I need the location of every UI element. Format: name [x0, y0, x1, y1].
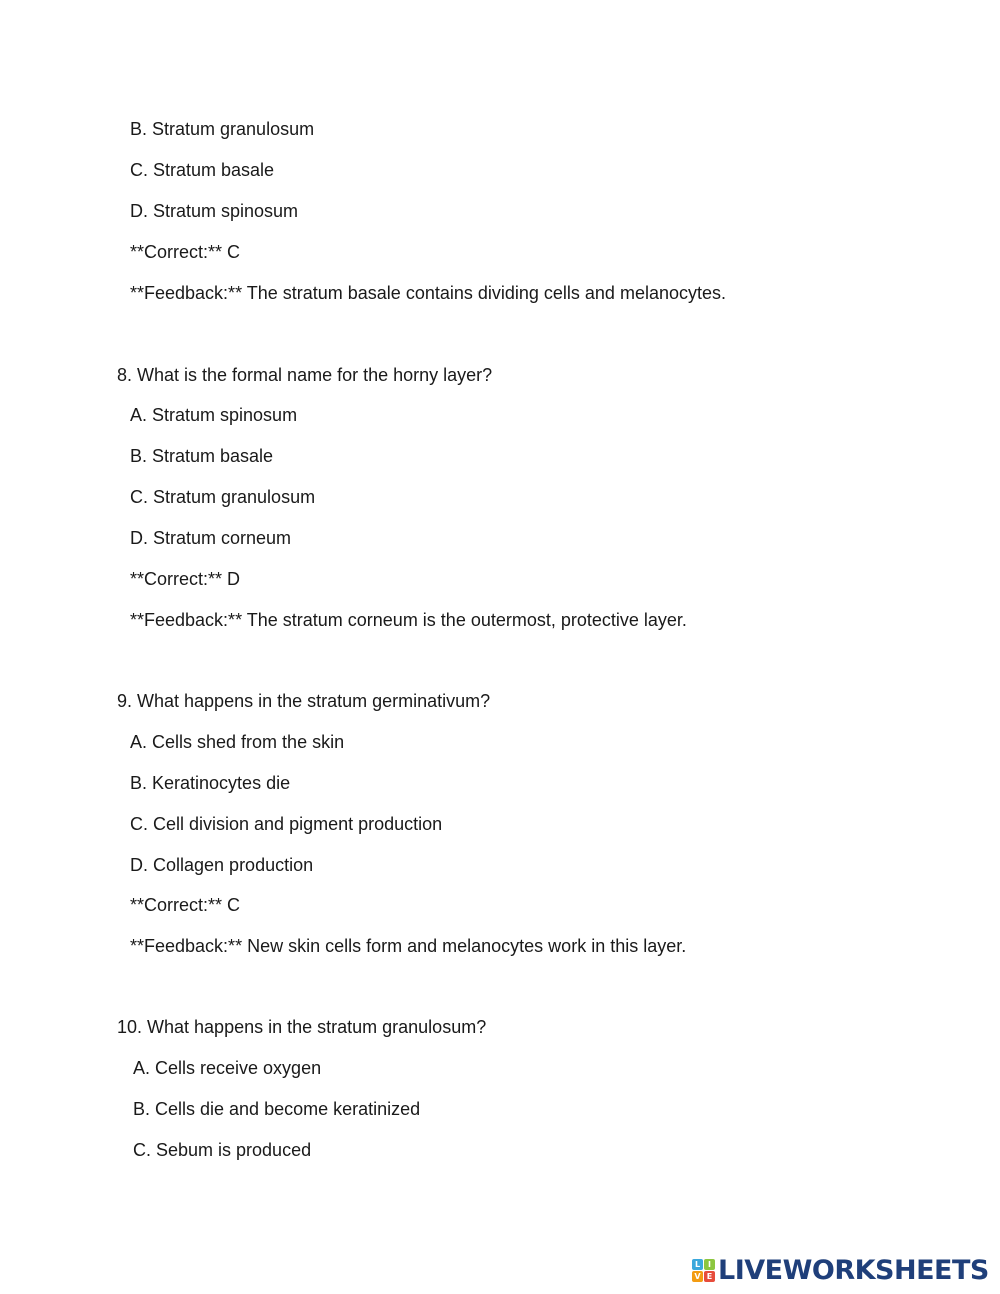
q7-option-b: B. Stratum granulosum: [130, 119, 315, 139]
q10-question: 10. What happens in the stratum granulosum?: [117, 1017, 487, 1037]
liveworksheets-logo-icon: [692, 1259, 715, 1282]
q8-option-c: C. Stratum granulosum: [130, 487, 316, 507]
logo-mark-letter: L: [692, 1259, 703, 1270]
q8-question: 8. What is the formal name for the horny layer?: [117, 365, 493, 385]
q7-option-d: D. Stratum spinosum: [130, 201, 299, 221]
q7-option-c: C. Stratum basale: [130, 160, 275, 180]
q9-option-b: B. Keratinocytes die: [130, 773, 291, 793]
q10-option-c: C. Sebum is produced: [133, 1140, 312, 1160]
logo-mark-letter: V: [692, 1271, 703, 1282]
q8-option-b: B. Stratum basale: [130, 446, 274, 466]
q10-option-b: B. Cells die and become keratinized: [133, 1099, 421, 1119]
q8-feedback: **Feedback:** The stratum corneum is the outermost, protective layer.: [130, 610, 687, 630]
q9-question: 9. What happens in the stratum germinativum?: [117, 691, 491, 711]
q10-option-a: A. Cells receive oxygen: [133, 1058, 322, 1078]
logo-mark-letter: E: [704, 1271, 715, 1282]
q8-option-d: D. Stratum corneum: [130, 528, 292, 548]
q8-correct: **Correct:** D: [130, 569, 241, 589]
logo-mark-letter: I: [704, 1259, 715, 1270]
q7-correct: **Correct:** C: [130, 242, 241, 262]
liveworksheets-logo-text: LIVEWORKSHEETS: [718, 1254, 989, 1286]
q9-option-c: C. Cell division and pigment production: [130, 814, 443, 834]
q9-option-d: D. Collagen production: [130, 855, 314, 875]
q7-feedback: **Feedback:** The stratum basale contains dividing cells and melanocytes.: [130, 283, 726, 303]
q9-correct: **Correct:** C: [130, 895, 241, 915]
q9-feedback: **Feedback:** New skin cells form and melanocytes work in this layer.: [130, 936, 687, 956]
q8-option-a: A. Stratum spinosum: [130, 405, 298, 425]
liveworksheets-logo: [692, 1255, 989, 1285]
q9-option-a: A. Cells shed from the skin: [130, 732, 345, 752]
